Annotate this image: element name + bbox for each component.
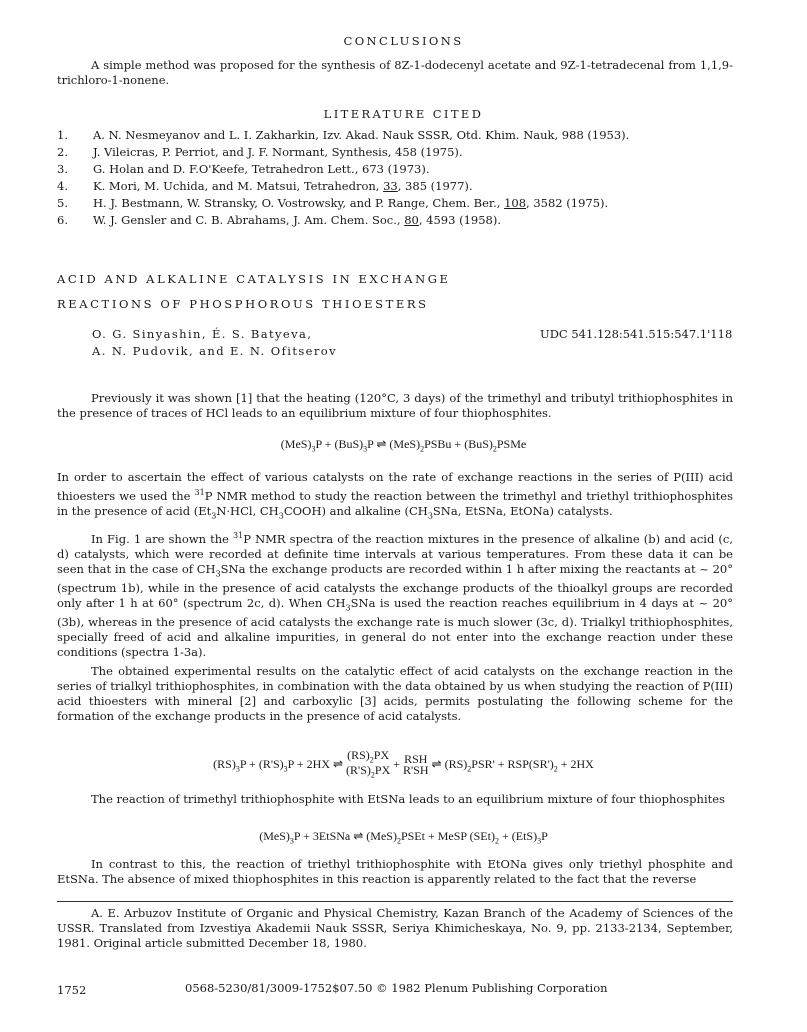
footnote-divider bbox=[57, 901, 733, 902]
article-title-line-1: ACID AND ALKALINE CATALYSIS IN EXCHANGE bbox=[57, 272, 451, 286]
conclusions-heading: CONCLUSIONS bbox=[343, 34, 464, 48]
authors-line-2: A. N. Pudovik, and E. N. Ofitserov bbox=[92, 344, 337, 358]
intermediate-stack: $(RS)_2PX$ $(R'S)_2PX$ bbox=[346, 748, 391, 780]
reference-number: 3. bbox=[57, 162, 68, 176]
intro-paragraph: Previously it was shown [1] that the heating (120°C, 3 days) of the trimethyl and tributyl trithiophosphites in the presence of traces of HCl leads to an equilibrium mixture of four thiophosphites. bbox=[57, 391, 733, 420]
reference-number: 5. bbox=[57, 196, 68, 210]
page-number: 1752 bbox=[57, 983, 87, 997]
literature-heading: LITERATURE CITED bbox=[323, 107, 484, 121]
reference-number: 6. bbox=[57, 213, 68, 227]
copyright-line: 0568-5230/81/3009-1752$07.50 © 1982 Plenum Publishing Corporation bbox=[185, 981, 608, 995]
reference-number: 2. bbox=[57, 145, 68, 159]
reference-number: 4. bbox=[57, 179, 68, 193]
article-title-line-2: REACTIONS OF PHOSPHOROUS THIOESTERS bbox=[57, 297, 429, 311]
authors-line-1: O. G. Sinyashin, É. S. Batyeva, bbox=[92, 327, 313, 341]
reference-text: A. N. Nesmeyanov and L. I. Zakharkin, Izv. Akad. Nauk SSSR, Otd. Khim. Nauk, 988 (1953). bbox=[93, 128, 630, 142]
ethanethiolate-paragraph: The reaction of trimethyl trithiophosphite with EtSNa leads to an equilibrium mixture of four thiophosphites bbox=[91, 792, 725, 806]
reference-text: G. Holan and D. F.O'Keefe, Tetrahedron Lett., 673 (1973). bbox=[93, 162, 430, 176]
reference-text: K. Mori, M. Uchida, and M. Matsui, Tetrahedron, 33, 385 (1977). bbox=[93, 179, 473, 193]
results-paragraph: In Fig. 1 are shown the $^{31}$P NMR spectra of the reaction mixtures in the presence of alkaline (b) and acid (c, d) catalysts, which were recorded at definite time intervals at various temperatures. From these data it can be seen that in the case of $CH_3SNa$ the exchange products are recorded within 1 h after mixing the reactants at ~ 20° (spectrum 1b), while in the presence of acid catalysts the exchange products of the thioalkyl groups are recorded only after 1 h at 60° (spectrum 2c, d). When $CH_3SNa$ is used the reaction reaches equilibrium in 4 days at ~ 20° (3b), whereas in the presence of acid catalysts the exchange rate is much slower (3c, d). Trialkyl trithiophosphites, specially freed of acid and alkaline impurities, in general do not enter into the exchange reaction under these conditions (spectra 1-3a). bbox=[57, 531, 733, 660]
reference-text: W. J. Gensler and C. B. Abrahams, J. Am. Chem. Soc., 80, 4593 (1958). bbox=[93, 213, 501, 227]
methods-paragraph: In order to ascertain the effect of various catalysts on the rate of exchange reactions in the series of P(III) acid thioesters we used the $^{31}$P NMR method to study the reaction between the trimethyl and triethyl trithiophosphites in the presence of acid ($Et_3N\cdot HCl$, $CH_3COOH$) and alkaline ($CH_3SNa$, EtSNa, EtONa) catalysts. bbox=[57, 470, 733, 521]
udc-code: UDC 541.128:541.515:547.1'118 bbox=[540, 327, 733, 341]
equation-3: $(MeS)_3P$ + 3EtSNa ⇌ $(MeS)_2PSEt$ + MeSP $(SEt)_2 + (EtS)_3P$ bbox=[259, 829, 548, 846]
equation-1: $(MeS)_3P + (BuS)_3P$ ⇌ $(MeS)_2PSBu$ + $(BuS)_2PSMe$ bbox=[280, 437, 527, 454]
reference-text: H. J. Bestmann, W. Stransky, O. Vostrowsky, and P. Range, Chem. Ber., 108, 3582 (1975). bbox=[93, 196, 609, 210]
ethoxide-paragraph: In contrast to this, the reaction of triethyl trithiophosphite with EtONa gives only triethyl phosphite and EtSNa. The absence of mixed thiophosphites in this reaction is apparently related to the fact that the reverse bbox=[57, 857, 733, 886]
reference-volume: 80 bbox=[404, 213, 419, 227]
footnote-text: A. E. Arbuzov Institute of Organic and Physical Chemistry, Kazan Branch of the Academy of Sciences of the USSR. Translated from Izvestiya Akademii Nauk SSSR, Seriya Khimicheskaya, No. 9, pp. 2133-2134, September, 1981. Original article submitted December 18, 1980. bbox=[57, 906, 733, 950]
reference-text: J. Vileicras, P. Perriot, and J. F. Normant, Synthesis, 458 (1975). bbox=[93, 145, 463, 159]
equation-2: $(RS)_3P + (R'S)_3P + 2HX$ ⇌ $(RS)_2PX$ $(R'S)_2PX$ + RSH R'SH ⇌ $(RS)_2PSR' + RSP(SR')_2 + 2HX$ bbox=[213, 748, 594, 780]
conclusions-text: A simple method was proposed for the synthesis of 8Z-1-dodecenyl acetate and 9Z-1-tetradecenal from 1,1,9-trichloro-1-nonene. bbox=[57, 58, 733, 87]
discussion-paragraph: The obtained experimental results on the catalytic effect of acid catalysts on the exchange reaction in the series of trialkyl trithiophosphites, in combination with the data obtained by us when studying the reaction of P(III) acid thioesters with mineral [2] and carboxylic [3] acids, permits postulating the following scheme for the formation of the exchange products in the presence of acid catalysts. bbox=[57, 664, 733, 723]
reference-volume: 108 bbox=[504, 196, 527, 210]
reference-volume: 33 bbox=[383, 179, 398, 193]
thiol-stack: RSH R'SH bbox=[403, 752, 429, 778]
reference-number: 1. bbox=[57, 128, 68, 142]
